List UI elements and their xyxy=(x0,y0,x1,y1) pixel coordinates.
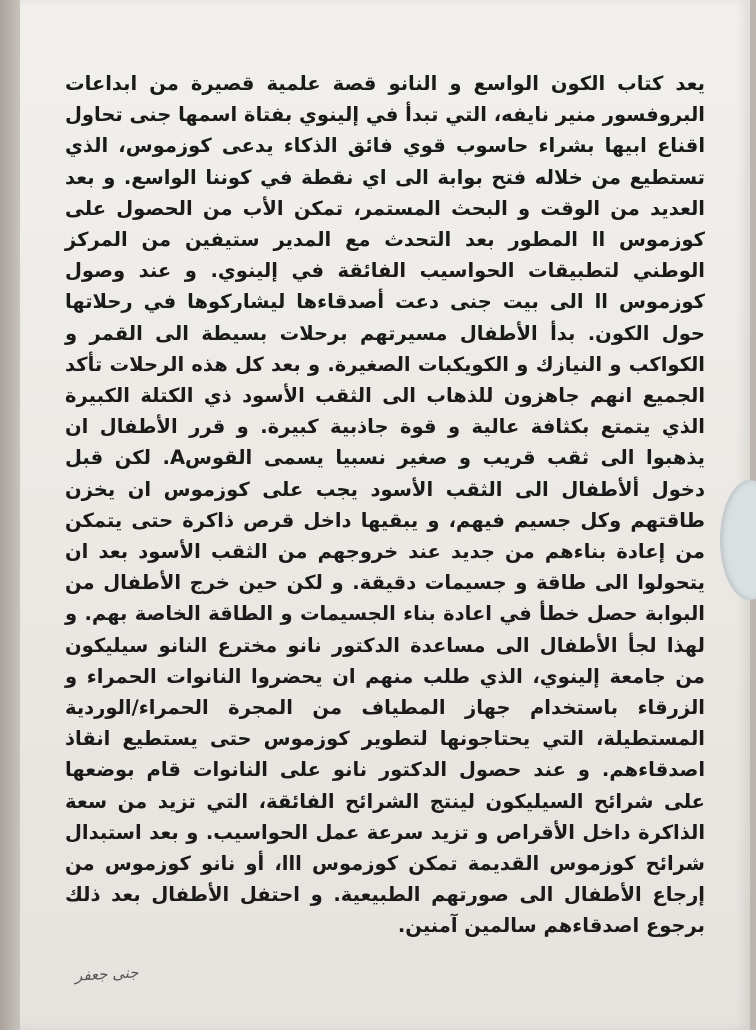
page-edge xyxy=(0,0,20,1030)
thumb-notch xyxy=(720,480,756,600)
body-paragraph: يعد كتاب الكون الواسع و النانو قصة علمية قصيرة من ابداعات البروفسور منير نايفه، التي تبدأ في إلينوي بفتاة اسمها جنى تحاول اقناع ابيها بشراء حاسوب قوي فائق الذكاء يدعى كوزموس، الذي تستطيع من خلاله فتح بوابة الى اي نقطة في كوننا الواسع. و بعد العديد من الوقت و البحث المستمر، تمكن الأب من الحصول على كوزموس اا المطور بعد التحدث مع المدير ستيفين من المركز الوطني لتطبيقات الحواسيب الفائقة في إلينوي. و عند وصول كوزموس اا الى بيت جنى دعت أصدقاءها ليشاركوها في رحلاتها حول الكون. بدأ الأطفال مسيرتهم برحلات بسيطة الى القمر و الكواكب و النيازك و الكويكبات الصغيرة. و بعد كل هذه الرحلات تأكد الجميع انهم جاهزون للذهاب الى الثقب الأسود ذي الكتلة الكبيرة الذي يتمتع بكثافة عالية و قوة جاذبية كبيرة. و قرر الأطفال ان يذهبوا الى ثقب قريب و صغير نسبيا يسمى القوسA. لكن قبل دخول ألأطفال الى الثقب الأسود يجب على كوزموس ان يخزن طاقتهم وكل جسيم فيهم، و يبقيها داخل قرص ذاكرة حتى يتمكن من إعادة بناءهم من جديد عند خروجهم من الثقب الأسود بعد ان يتحولوا الى طاقة و جسيمات دقيقة. و لكن حين خرج الأطفال من البوابة حصل خطأ في اعادة بناء الجسيمات و الطاقة الخاصة بهم. و لهذا لجأ الأطفال الى مساعدة الدكتور نانو مخترع النانو سيليكون من جامعة إلينوي، الذي طلب منهم ان يحضروا النانوات الحمراء و الزرقاء باستخدام جهاز المطياف من المجرة الحمراء/الوردية المستطيلة، التي يحتاجونها لتطوير كوزموس حتى يستطيع انقاذ اصدقاءهم. و عند حصول الدكتور نانو على النانوات قام بوضعها على شرائح السيليكون لينتج الشرائح الفائقة، التي تزيد من سعة الذاكرة داخل الأقراص و تزيد سرعة عمل الحواسيب. و بعد استبدال شرائح كوزموس القديمة تمكن كوزموس ااا، أو نانو كوزموس من إرجاع الأطفال الى صورتهم الطبيعية. و احتفل الأطفال بعد ذلك برجوع اصدقاءهم سالمين آمنين. xyxy=(65,72,705,938)
handwritten-signature: جنى جعفر xyxy=(74,963,139,985)
